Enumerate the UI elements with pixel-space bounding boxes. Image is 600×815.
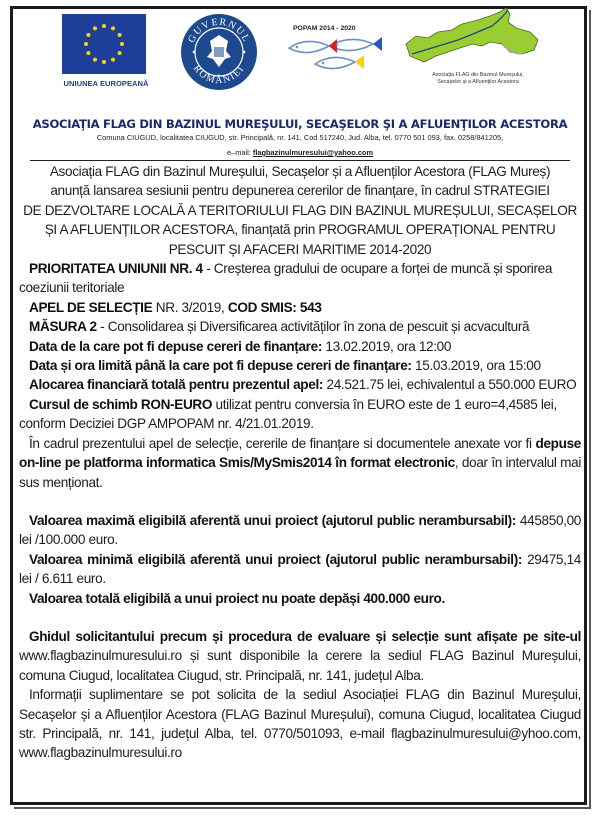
- priority-text: - Creșterea gradului de ocupare a forței de muncă și sporirea coeziunii teritoriale: [19, 261, 553, 296]
- eu-caption: UNIUNEA EUROPEANĂ: [63, 79, 149, 88]
- call-label: APEL DE SELECȚIE: [29, 299, 153, 315]
- association-title: ASOCIAŢIA FLAG DIN BAZINUL MUREŞULUI, SECAŞELOR ŞI A AFLUENŢILOR ACESTORA: [32, 117, 568, 131]
- email-label: e–mail:: [226, 148, 253, 157]
- spacer: [19, 492, 581, 511]
- exchange-rate-paragraph: [19, 395, 581, 434]
- eu-flag-icon: [62, 14, 146, 74]
- svg-text:GUVERNUL: GUVERNUL: [186, 16, 252, 45]
- map-caption-line1: Asociația FLAG din Bazinul Mureșului,: [432, 72, 524, 78]
- allocation-paragraph: [19, 375, 581, 394]
- guide-paragraph: [19, 627, 581, 685]
- start-date-paragraph: [19, 337, 581, 356]
- association-email: [0, 148, 600, 157]
- min-value-paragraph: [19, 550, 581, 589]
- measure-text: - Consolidarea și Diversificarea activităților în zona de pescuit și acvacultură: [96, 319, 530, 335]
- guide-url[interactable]: www.flagbazinulmuresului.ro: [19, 648, 182, 664]
- fish-logo-icon: [285, 36, 390, 81]
- min-value: 29475,14 lei / 6.611 euro.: [19, 551, 581, 587]
- svg-text:ROMÂNIEI: ROMÂNIEI: [190, 63, 248, 87]
- mures-basin-map-icon: [398, 8, 558, 77]
- romanian-government-seal-icon: [180, 13, 258, 96]
- min-value-label: Valoarea minimă eligibilă aferentă unui proiect (ajutorul public nerambursabil):: [29, 551, 523, 567]
- intro-line: PESCUIT ȘI AFACERI MARITIME 2014-2020: [168, 241, 432, 257]
- max-value-label: Valoarea maximă eligibilă aferentă unui proiect (ajutorul public nerambursabil):: [29, 512, 517, 528]
- association-address: Comuna CIUGUD, localitatea CIUGUD, str. Principală, nr. 141, Cod 517240, Jud. Alba, tel. 0770 501 093, fax. 0258/841205,: [96, 133, 504, 142]
- announcement-body: [19, 162, 581, 763]
- max-value: 445850,00 lei /100.000 euro.: [19, 512, 582, 548]
- measure-label: MĂSURA 2: [29, 319, 97, 335]
- guide-text: și sunt disponibile la cerere la sediul FLAG Bazinul Mureșului, comuna Ciugud, localitatea Ciugud, str. Principală, nr. 141, județul Alba.: [19, 648, 581, 683]
- max-value-paragraph: [19, 511, 581, 550]
- submission-pre: În cadrul prezentului apel de selecție, cererile de finanțare si documentele anexate vor fi: [29, 435, 536, 451]
- spacer: [19, 608, 581, 627]
- submission-paragraph: [19, 434, 581, 492]
- call-paragraph: [19, 298, 581, 317]
- intro-line: DE DEZVOLTARE LOCALĂ A TERITORIULUI FLAG DIN BAZINUL MUREȘULUI, SECAȘELOR: [23, 202, 577, 218]
- allocation-value: 24.521.75 lei, echivalentul a 550.000 EURO: [323, 377, 577, 393]
- measure-paragraph: [19, 317, 581, 336]
- intro-line: ȘI A AFLUENȚILOR ACESTORA, finanțată prin PROGRAMUL OPERAȚIONAL PENTRU: [44, 222, 556, 238]
- popam-title: POPAM 2014 - 2020: [293, 25, 356, 32]
- total-value-paragraph: [19, 589, 581, 608]
- start-date-value: 13.02.2019, ora 12:00: [322, 338, 452, 354]
- start-date-label: Data de la care pot fi depuse cereri de finanțare:: [29, 338, 322, 354]
- allocation-label: Alocarea financiară totală pentru prezentul apel:: [29, 377, 324, 393]
- call-number: NR. 3/2019,: [152, 299, 228, 315]
- deadline-value: 15.03.2019, ora 15:00: [411, 358, 541, 374]
- deadline-label: Data și ora limită până la care pot fi depuse cereri de finanțare:: [29, 358, 412, 374]
- priority-paragraph: [19, 259, 581, 298]
- logo-bar: [0, 0, 600, 95]
- submission-post: , doar în intervalul mai sus menționat.: [19, 455, 582, 490]
- map-caption-line2: Secașelor și a Afluenților Acestora: [437, 79, 519, 85]
- exchange-text: utilizat pentru conversia în EURO este de 1 euro=4,4585 lei, conform Deciziei DGP AMPOPAM nr. 4/21.01.2019.: [19, 396, 557, 432]
- guide-label: Ghidul solicitantului precum și procedura de evaluare și selecție sunt afișate pe site-ul: [29, 628, 581, 644]
- info-paragraph: Informații suplimentare se pot solicita de la sediul Asociației FLAG din Bazinul Mureșului, Secașelor și a Afluenților Acestora (FLAG Bazinul Mureșului), comuna Ciugud, localitatea Ciugud str. Principală, nr. 141, județul Alba, tel. 0770/501093, e-mail flagbazinulmuresului@yhoo.com, www.flagbazinulmuresului.ro: [19, 687, 581, 761]
- total-value-label: Valoarea totală eligibilă a unui proiect nu poate depăși 400.000 euro.: [29, 590, 445, 606]
- flag-map-caption: [415, 72, 541, 86]
- header-divider: [30, 160, 570, 161]
- priority-label: PRIORITATEA UNIUNII NR. 4: [29, 261, 203, 277]
- smis-code: COD SMIS: 543: [227, 299, 322, 315]
- exchange-label: Cursul de schimb RON-EURO: [29, 396, 213, 412]
- deadline-paragraph: [19, 356, 581, 375]
- intro-line: Asociația FLAG din Bazinul Mureșului, Secașelor și a Afluenților Acestora (FLAG Mureș): [49, 164, 551, 179]
- submission-bold: depuse on-line pe platforma informatica Smis/MySmis2014 în format electronic: [19, 435, 581, 471]
- email-link[interactable]: flagbazinulmuresului@yahoo.com: [252, 148, 374, 157]
- intro-line: anunță lansarea sesiunii pentru depunerea cererilor de finanțare, în cadrul STRATEGIEI: [50, 183, 550, 199]
- intro-paragraph: [19, 162, 581, 259]
